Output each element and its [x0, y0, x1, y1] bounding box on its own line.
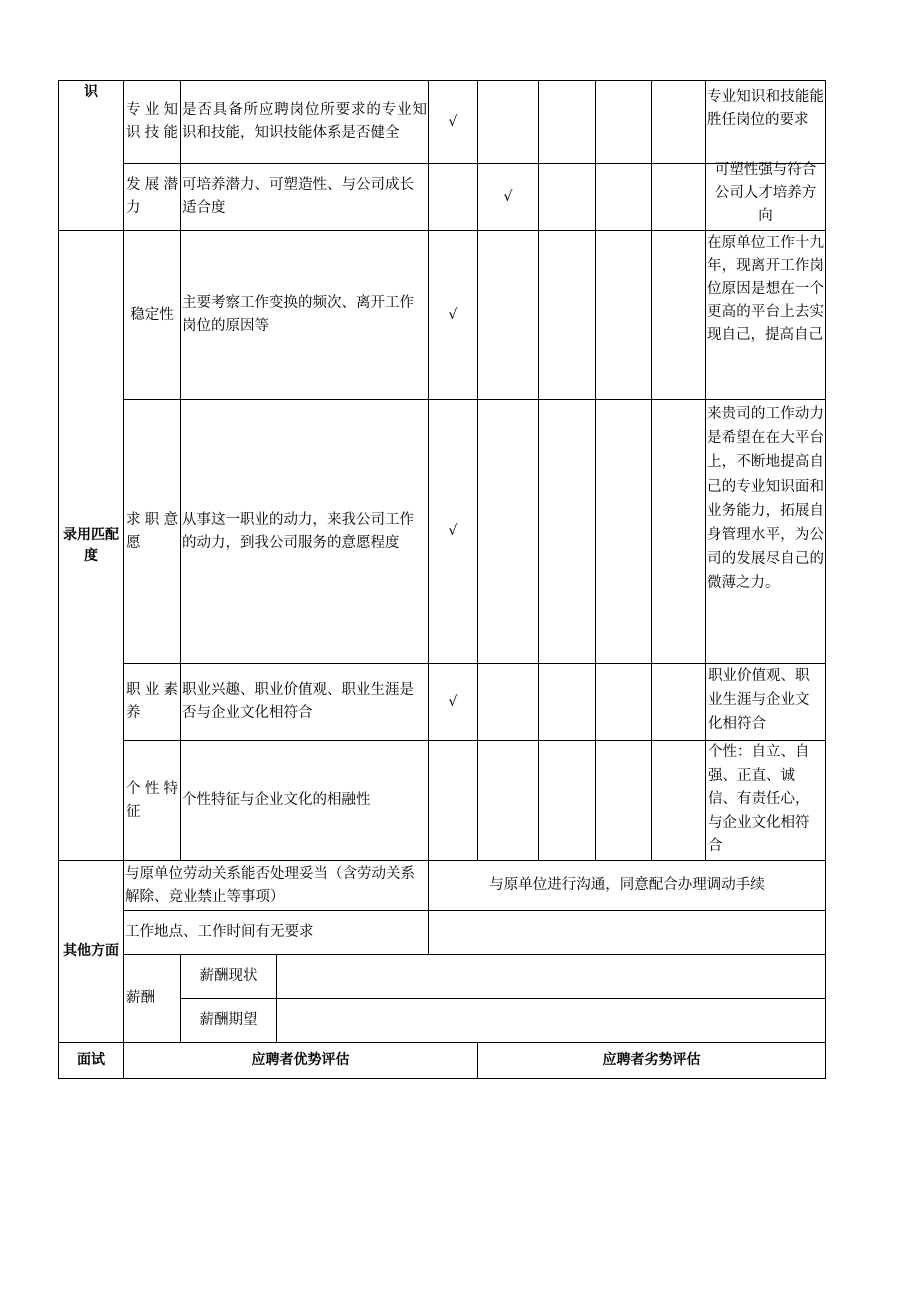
criteria-cell [181, 400, 428, 663]
check-mark-label: √ [448, 306, 458, 323]
check-mark [429, 664, 477, 740]
grid-line [651, 80, 652, 860]
criteria-stability: 主要考察工作变换的频次、离开工作岗位的原因等 [182, 295, 414, 334]
comment-professionalism: 职业价值观、职业生涯与企业文化相符合 [708, 668, 810, 732]
grid-line [595, 80, 596, 860]
criteria-cell [181, 231, 428, 399]
strengths-header: 应聘者优势评估 [251, 1052, 350, 1068]
grid-line [58, 1078, 826, 1079]
check-mark-label: √ [448, 523, 458, 539]
check-mark [429, 81, 477, 163]
grid-line [538, 80, 539, 860]
salary-current-label-cell [181, 955, 276, 998]
comment-development-potential: 可塑性强与符合公司人才培养方向 [714, 162, 817, 224]
grid-line [825, 80, 826, 1079]
criteria-professional-skills: 是否具备所应聘岗位所要求的专业知识和技能，知识技能体系是否健全 [182, 102, 427, 141]
item-professionalism: 职业素养 [126, 682, 178, 721]
check-mark-label: √ [448, 693, 458, 710]
criteria-development-potential: 可培养潜力、可塑造性、与公司成长适合度 [182, 177, 414, 216]
salary-current-label: 薪酬现状 [199, 968, 258, 984]
check-mark-label: √ [503, 188, 513, 205]
check-mark [429, 231, 477, 399]
category-interview-label: 面试 [77, 1052, 105, 1068]
weaknesses-header: 应聘者劣势评估 [602, 1052, 701, 1068]
labor-question-cell [124, 861, 428, 910]
salary-current-value-cell[interactable] [277, 955, 825, 998]
item-cell [124, 231, 180, 399]
labor-answer-cell [429, 861, 825, 910]
check-mark-label: √ [448, 113, 458, 130]
item-development-potential: 发展潜力 [126, 177, 178, 216]
salary-expected-value-cell[interactable] [277, 999, 825, 1042]
category-interview [59, 1043, 123, 1078]
check-mark [429, 400, 477, 663]
criteria-personality: 个性特征与企业文化的相融性 [182, 792, 371, 808]
location-question-cell [124, 911, 428, 954]
item-personality: 个性特征 [126, 780, 178, 820]
item-professional-skills: 专业知识技能 [126, 102, 178, 141]
comment-stability: 在原单位工作十九年，现离开工作岗位原因是想在一个更高的平台上去实现自己，提高自己 [707, 235, 824, 343]
item-job-intention: 求职意愿 [126, 511, 178, 551]
comment-job-intention: 来贵司的工作动力是希望在在大平台上，不断地提高自己的专业知识面和业务能力，拓展自身管理水平，为公司的发展尽自己的微薄之力。 [707, 406, 824, 592]
criteria-cell [181, 164, 428, 230]
location-question: 工作地点、工作时间有无要求 [125, 924, 314, 940]
category-knowledge: 识 [84, 84, 98, 100]
comment-personality: 个性：自立、自强、正直、诚信、有责任心，与企业文化相符合 [708, 744, 810, 855]
salary-label-cell [124, 955, 180, 1042]
criteria-professionalism: 职业兴趣、职业价值观、职业生涯是否与企业文化相符合 [182, 682, 414, 721]
salary-label: 薪酬 [126, 990, 155, 1006]
item-cell [124, 400, 180, 663]
criteria-cell [181, 741, 428, 860]
item-cell [124, 741, 180, 860]
criteria-cell [181, 664, 428, 740]
labor-answer: 与原单位进行沟通，同意配合办理调动手续 [489, 877, 765, 893]
weaknesses-header-cell [478, 1043, 825, 1078]
item-stability: 稳定性 [130, 306, 174, 323]
check-mark [478, 164, 538, 230]
item-cell [124, 164, 180, 230]
location-answer-cell[interactable] [429, 911, 825, 954]
criteria-cell [181, 81, 428, 163]
category-other-label: 其他方面 [63, 943, 119, 959]
criteria-job-intention: 从事这一职业的动力，来我公司工作的动力，到我公司服务的意愿程度 [182, 511, 414, 551]
category-hiring-match-label: 录用匹配度 [63, 526, 119, 564]
salary-expected-label-cell [181, 999, 276, 1042]
comment-professional-skills: 专业知识和技能能胜任岗位的要求 [707, 89, 824, 128]
category-hiring-match [59, 231, 123, 860]
salary-expected-label: 薪酬期望 [199, 1012, 258, 1028]
labor-question: 与原单位劳动关系能否处理妥当（含劳动关系解除、竞业禁止等事项） [125, 865, 415, 905]
strengths-header-cell [124, 1043, 477, 1078]
category-other [59, 861, 123, 1042]
item-cell [124, 664, 180, 740]
item-cell [124, 81, 180, 163]
